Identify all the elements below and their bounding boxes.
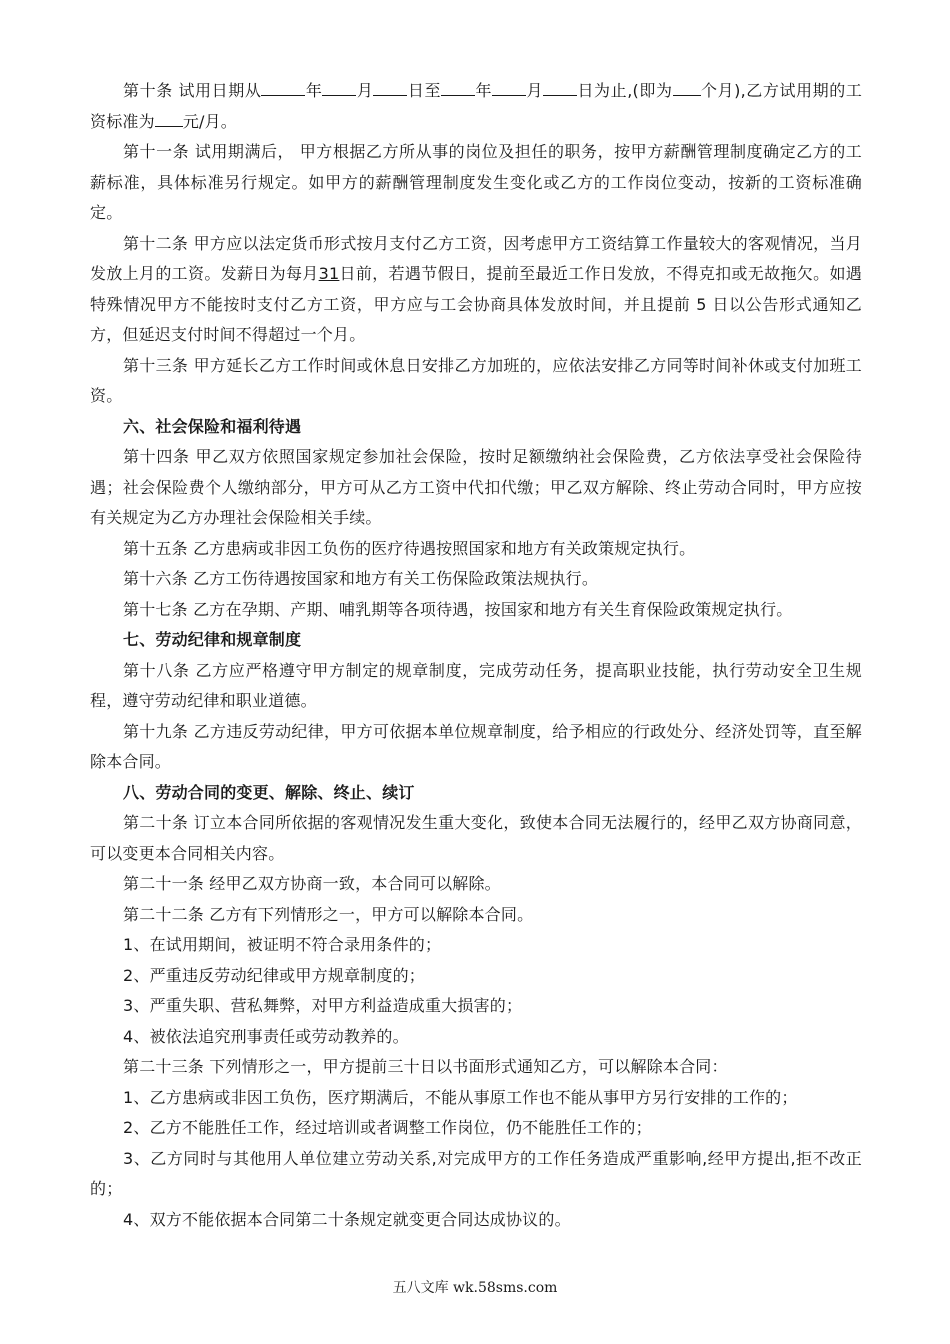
month-label: 月 <box>356 81 374 100</box>
month-label: 月 <box>526 81 544 100</box>
article-12 <box>90 229 862 351</box>
pay-day: 31 <box>318 264 340 283</box>
year-label: 年 <box>475 81 493 100</box>
article-15: 第十五条 乙方患病或非因工负伤的医疗待遇按照国家和地方有关政策规定执行。 <box>123 538 696 558</box>
article-19: 第十九条 乙方违反劳动纪律，甲方可依据本单位规章制度，给予相应的行政处分、经济处罚等，直至解除本合同。 <box>90 721 862 771</box>
list-item: 1、在试用期间，被证明不符合录用条件的； <box>123 935 442 954</box>
list-item: 4、被依法追究刑事责任或劳动教养的。 <box>123 1026 409 1046</box>
salary-unit: 元/月。 <box>182 111 238 131</box>
article-13: 第十三条 甲方延长乙方工作时间或休息日安排乙方加班的，应依法安排乙方同等时间补休或支付加班工资。 <box>90 355 862 405</box>
article-11: 第十一条 试用期满后， 甲方根据乙方所从事的岗位及担任的职务，按甲方薪酬管理制度确定乙方的工薪标准，具体标准另行规定。如甲方的薪酬管理制度发生变化或乙方的工作岗位变动，按新的工资标准确定。 <box>90 142 862 222</box>
end-day-label: 日为止,(即为 <box>577 81 673 100</box>
article-18: 第十八条 乙方应严格遵守甲方制定的规章制度，完成劳动任务，提高职业技能，执行劳动安全卫生规程，遵守劳动纪律和职业道德。 <box>90 660 862 710</box>
list-item: 3、乙方同时与其他用人单位建立劳动关系,对完成甲方的工作任务造成严重影响,经甲方提出,拒不改正的； <box>90 1148 862 1198</box>
blank-end-month <box>492 78 526 96</box>
year-label: 年 <box>305 81 323 100</box>
section-heading-7: 七、劳动纪律和规章制度 <box>123 630 302 649</box>
section-heading-6: 六、社会保险和福利待遇 <box>123 416 302 436</box>
section-heading-8: 八、劳动合同的变更、解除、终止、续订 <box>123 782 415 802</box>
blank-start-day <box>373 78 407 96</box>
day-to-label: 日至 <box>407 81 442 100</box>
article-12-text-cont: 日前，若遇节假日，提前至最近工作日发放，不得克扣或无故拖欠。如遇特殊情况甲方不能按时支付乙方工资，甲方应与工会协商具体发放时间，并且提前 5 日以公告形式通知乙方，但延迟支付时间不得超过一个月。 <box>90 264 862 344</box>
article-10 <box>90 76 862 137</box>
article-10-text: 第十条 试用日期从 <box>123 81 262 100</box>
blank-end-year <box>441 78 475 96</box>
list-item: 2、严重违反劳动纪律或甲方规章制度的； <box>123 965 425 985</box>
article-14: 第十四条 甲乙双方依照国家规定参加社会保险，按时足额缴纳社会保险费，乙方依法享受社会保险待遇；社会保险费个人缴纳部分，甲方可从乙方工资中代扣代缴；甲乙双方解除、终止劳动合同时，甲方应按有关规定为乙方办理社会保险相关手续。 <box>90 447 862 527</box>
blank-start-year <box>261 78 305 96</box>
article-20: 第二十条 订立本合同所依据的客观情况发生重大变化，致使本合同无法履行的，经甲乙双方协商同意，可以变更本合同相关内容。 <box>90 813 862 863</box>
list-item: 1、乙方患病或非因工负伤，医疗期满后，不能从事原工作也不能从事甲方另行安排的工作的； <box>123 1087 798 1107</box>
blank-months <box>673 78 701 96</box>
list-item: 2、乙方不能胜任工作，经过培训或者调整工作岗位，仍不能胜任工作的； <box>123 1118 652 1137</box>
page-footer: 五八文库 wk.58sms.com <box>392 1280 558 1296</box>
list-item: 4、双方不能依据本合同第二十条规定就变更合同达成协议的。 <box>123 1209 571 1229</box>
article-16: 第十六条 乙方工伤待遇按国家和地方有关工伤保险政策法规执行。 <box>123 569 599 588</box>
months-label: 个月),乙方试用期的工资标准为 <box>90 81 863 131</box>
blank-salary <box>155 109 183 127</box>
article-22: 第二十二条 乙方有下列情形之一，甲方可以解除本合同。 <box>123 904 534 924</box>
blank-end-day <box>543 78 577 96</box>
document-body <box>90 76 862 1235</box>
blank-start-month <box>322 78 356 96</box>
article-21: 第二十一条 经甲乙双方协商一致，本合同可以解除。 <box>123 874 501 893</box>
article-17: 第十七条 乙方在孕期、产期、哺乳期等各项待遇，按国家和地方有关生育保险政策规定执行。 <box>123 599 793 619</box>
article-23: 第二十三条 下列情形之一，甲方提前三十日以书面形式通知乙方，可以解除本合同： <box>123 1057 728 1076</box>
list-item: 3、严重失职、营私舞弊，对甲方利益造成重大损害的； <box>123 996 523 1015</box>
article-12-text: 第十二条 甲方应以法定货币形式按月支付乙方工资，因考虑甲方工资结算工作量较大的客观情况，当月发放上月的工资。发薪日为每月 <box>90 233 862 283</box>
